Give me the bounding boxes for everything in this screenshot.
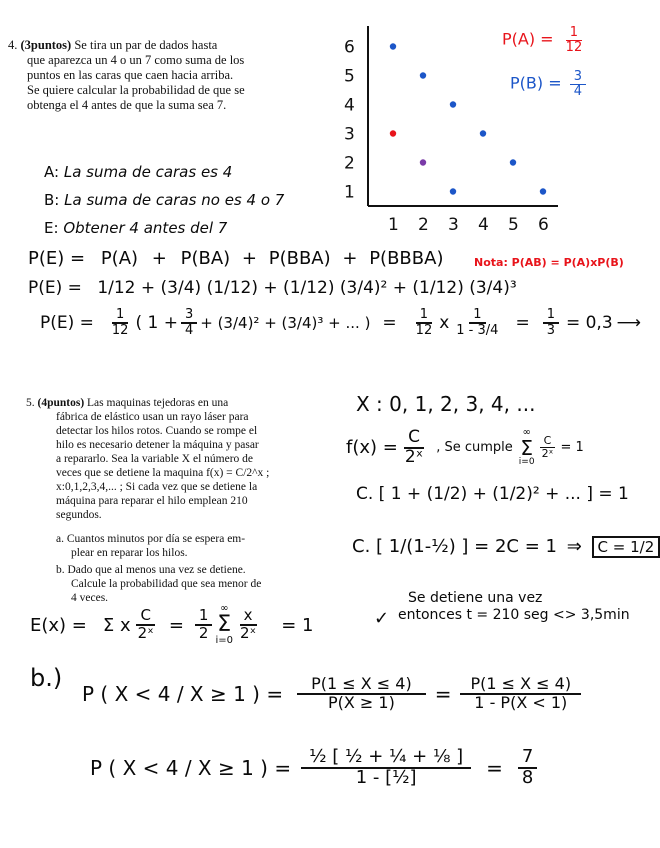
expectation-sum: Σ x [102, 614, 131, 636]
fraction [195, 608, 213, 642]
fraction-den: 2 [198, 624, 209, 642]
event-text: La suma de caras no es 4 o 7 [64, 191, 285, 209]
plot-point-blue [450, 188, 456, 194]
fx-definition [346, 428, 584, 467]
sum-sigma: Σ [520, 436, 533, 460]
fraction-num: 1 [469, 308, 485, 324]
prob-b-fraction [570, 70, 586, 98]
plot-x-tick-label: 1 [388, 215, 399, 235]
fraction-den: 12 [415, 322, 433, 338]
fraction-den: 3 [546, 322, 555, 338]
problem-4-line: Se tira un par de dados hasta [74, 38, 218, 52]
prob-b-note [510, 70, 589, 98]
fraction [297, 676, 426, 712]
sum-symbol [215, 604, 233, 646]
problem-5-line: hilo es necesario detener la máquina y pasar [56, 439, 259, 451]
problem-5-line: fábrica de elástico usan un rayo láser para [56, 411, 249, 423]
prob-a-label: P(A) = [502, 29, 554, 49]
implies-arrow: ⇒ [566, 536, 582, 557]
prob-a-note [502, 26, 589, 54]
plot-point-blue [390, 43, 396, 49]
pe-lhs: P(E) = [40, 312, 94, 333]
plot-y-ticks [344, 38, 355, 203]
fraction [236, 608, 260, 642]
plot-y-tick-label: 6 [344, 37, 355, 58]
plot-points [390, 43, 546, 194]
part-b-equation-1 [82, 676, 584, 712]
equals: = [434, 681, 452, 706]
sum-upper: ∞ [220, 603, 229, 614]
problem-5-number: 5. [26, 397, 35, 409]
plot-x-tick-label: 6 [538, 215, 549, 235]
fraction-den: 1 - P(X < 1) [474, 692, 568, 712]
event-text: Obtener 4 antes del 7 [63, 219, 228, 237]
fraction-num: 1 [416, 308, 432, 324]
event-e [44, 214, 284, 242]
prob-a-fraction [562, 26, 587, 54]
fraction [301, 748, 471, 788]
prob-a-den: 12 [565, 39, 583, 55]
problem-5-item-a-cont: plear en reparar los hilos. [71, 547, 188, 559]
plot-x-tick-label: 5 [508, 215, 519, 235]
problem-5-item-b-cont: Calcule la probabilidad que sea menor de [71, 578, 262, 590]
item-label: b. [56, 564, 65, 576]
event-definitions [44, 158, 284, 242]
fraction [543, 308, 559, 337]
problem-5-line: x:0,1,2,3,4,... ; Si cada vez que se detiene la [56, 481, 258, 493]
event-a [44, 158, 284, 186]
fraction-den: 1 - 3/4 [456, 322, 499, 338]
problem-5-item-b-cont: 4 veces. [71, 592, 109, 604]
c-equation-2 [352, 536, 660, 557]
equals: = [168, 614, 184, 636]
plot-point-blue [480, 130, 486, 136]
expectation-lhs: E(x) = [30, 614, 87, 636]
plot-point-purple [420, 159, 426, 165]
equals: = [382, 312, 397, 333]
plot-point-blue [540, 188, 546, 194]
plot-x-tick-label: 3 [448, 215, 459, 235]
stop-note-line-1: Se detiene una vez [408, 590, 543, 606]
item-text: Cuantos minutos por día se espera em- [66, 533, 246, 545]
pe-op: + [241, 248, 257, 269]
event-text: La suma de caras es 4 [63, 163, 233, 181]
problem-4-statement [8, 38, 313, 113]
c-equation-1: C. [ 1 + (1/2) + (1/2)² + ... ] = 1 [356, 484, 629, 504]
pe-op: + [342, 248, 358, 269]
plot-point-blue [450, 101, 456, 107]
item-label: a. [56, 533, 64, 545]
pe-term: P(A) [100, 248, 139, 269]
event-label: A: [44, 163, 60, 181]
final-result: = 0,3 [565, 312, 613, 333]
fraction-den: P(X ≥ 1) [327, 692, 395, 712]
stop-note [398, 590, 630, 624]
problem-5-line: a repararlo. Sea la variable X el número de [56, 453, 253, 465]
item-text: Dado que al menos una vez se detiene. [67, 564, 246, 576]
fraction-den: 2ˣ [240, 624, 257, 642]
fraction-den: 12 [111, 322, 129, 338]
fraction-num: C [540, 435, 556, 448]
plot-point-blue [420, 72, 426, 78]
problem-4-number: 4. [8, 38, 18, 52]
fraction-den: 2ˣ [541, 447, 554, 460]
problem-4-points: (3puntos) [20, 38, 72, 52]
sum-lower: i=0 [518, 457, 535, 467]
times: x [439, 312, 450, 333]
fraction-num: P(1 ≤ X ≤ 4) [460, 676, 581, 695]
expectation-equation [30, 604, 313, 646]
fx-label: f(x) = [346, 437, 398, 458]
fraction [538, 435, 558, 459]
fraction-den: 2ˣ [137, 624, 154, 642]
prob-b-num: 3 [570, 70, 586, 85]
stop-note-line-2: entonces t = 210 seg <> 3,5min [398, 607, 630, 623]
plot-point-blue [510, 159, 516, 165]
fraction-num: P(1 ≤ X ≤ 4) [297, 676, 426, 695]
pe-term: P(BBA) [268, 248, 331, 269]
se-cumple: , Se cumple [436, 440, 513, 455]
problem-4-line: que aparezca un 4 o un 7 como suma de los [27, 53, 245, 67]
problem-5-line: Las maquinas tejedoras en una [87, 397, 229, 409]
fraction-num: x [240, 608, 257, 626]
equals: = [486, 755, 503, 780]
problem-5-line: veces que se detiene la maquina f(x) = C/2^x ; [56, 467, 270, 479]
pe-equation-1 [28, 248, 443, 269]
pe-op: + [151, 248, 167, 269]
sum-sigma: Σ [217, 612, 232, 637]
result-arrow-icon: ⟶ [616, 312, 642, 333]
nota-independence: Nota: P(AB) = P(A)xP(B) [474, 256, 624, 269]
fraction-den: 8 [521, 766, 534, 788]
conditional-prob-lhs: P ( X < 4 / X ≥ 1 ) = [90, 755, 292, 780]
pe-term: P(BA) [180, 248, 231, 269]
fraction [181, 308, 197, 337]
fraction-num: 1 [543, 308, 559, 324]
sum-upper: ∞ [522, 427, 531, 438]
pe-term: P(BBBA) [369, 248, 444, 269]
fraction-num: 7 [518, 748, 537, 769]
plot-y-tick-label: 1 [344, 182, 355, 203]
problem-5-statement [26, 396, 288, 605]
plot-y-tick-label: 2 [344, 153, 355, 174]
fraction [412, 308, 437, 337]
equals: = [515, 312, 530, 333]
problem-5-item-b [26, 563, 288, 577]
series-rest: + (3/4)² + (3/4)³ + ... ) [200, 313, 371, 332]
pe-lhs: P(E) = [28, 278, 82, 298]
prob-b-den: 4 [573, 83, 582, 99]
plot-y-tick-label: 5 [344, 66, 355, 87]
series-open: ( 1 + [135, 312, 178, 333]
fraction [134, 608, 158, 642]
pe-lhs: P(E) = [28, 248, 86, 269]
problem-5-line: segundos. [56, 509, 102, 521]
conditional-prob-lhs: P ( X < 4 / X ≥ 1 ) = [82, 681, 284, 706]
sum-equals: = 1 [560, 440, 584, 455]
fraction [452, 308, 502, 337]
part-b-equation-2 [90, 748, 540, 788]
sum-lower: i=0 [215, 635, 233, 646]
checkmark-icon: ✓ [374, 608, 390, 629]
event-label: B: [44, 191, 60, 209]
fraction [108, 308, 133, 337]
plot-x-tick-label: 4 [478, 215, 489, 235]
fraction-num: C [404, 429, 424, 449]
fraction-den: 1 - [½] [355, 766, 417, 788]
plot-x-ticks [388, 215, 549, 235]
plot-y-tick-label: 3 [344, 124, 355, 145]
expectation-result: = 1 [281, 614, 314, 636]
plot-x-tick-label: 2 [418, 215, 429, 235]
fraction-den: 2ˣ [404, 446, 424, 467]
fraction-num: 3 [181, 308, 197, 324]
fraction-num: 1 [195, 608, 213, 626]
pe-equation-3 [40, 308, 641, 337]
pe-series-expansion: 1/12 + (3/4) (1/12) + (1/12) (3/4)² + (1/12) (3/4)³ [97, 278, 517, 298]
problem-5-points: (4puntos) [37, 397, 85, 409]
fraction [460, 676, 581, 712]
problem-4-line: Se quiere calcular la probabilidad de que se [27, 83, 245, 97]
event-label: E: [44, 219, 59, 237]
c-equation-2-text: C. [ 1/(1-½) ] = 2C = 1 [352, 536, 557, 557]
problem-4-line: obtenga el 4 antes de que la suma sea 7. [27, 98, 227, 112]
plot-y-tick-label: 4 [344, 95, 355, 116]
problem-5-line: máquina para reparar el hilo emplean 210 [56, 495, 248, 507]
x-domain: X : 0, 1, 2, 3, 4, ... [356, 392, 536, 416]
fraction-num: 1 [112, 308, 128, 324]
pe-equation-2 [28, 278, 517, 298]
prob-b-label: P(B) = [510, 73, 562, 93]
event-b [44, 186, 284, 214]
fraction [518, 748, 537, 788]
problem-5-item-a [26, 532, 288, 546]
fraction-num: C [136, 608, 154, 626]
plot-point-red [390, 130, 396, 136]
fraction-num: ½ [ ½ + ¼ + ⅛ ] [301, 748, 471, 769]
fraction-den: 4 [184, 322, 194, 338]
sum-symbol [519, 428, 535, 467]
prob-a-num: 1 [566, 26, 582, 41]
fraction [401, 426, 427, 467]
part-b-label: b.) [30, 664, 63, 692]
problem-5-line: detectar los hilos rotos. Cuando se rompe el [56, 425, 258, 437]
c-result-box: C = 1/2 [592, 536, 660, 558]
problem-4-line: puntos en las caras que caen hacia arriba. [27, 68, 234, 82]
